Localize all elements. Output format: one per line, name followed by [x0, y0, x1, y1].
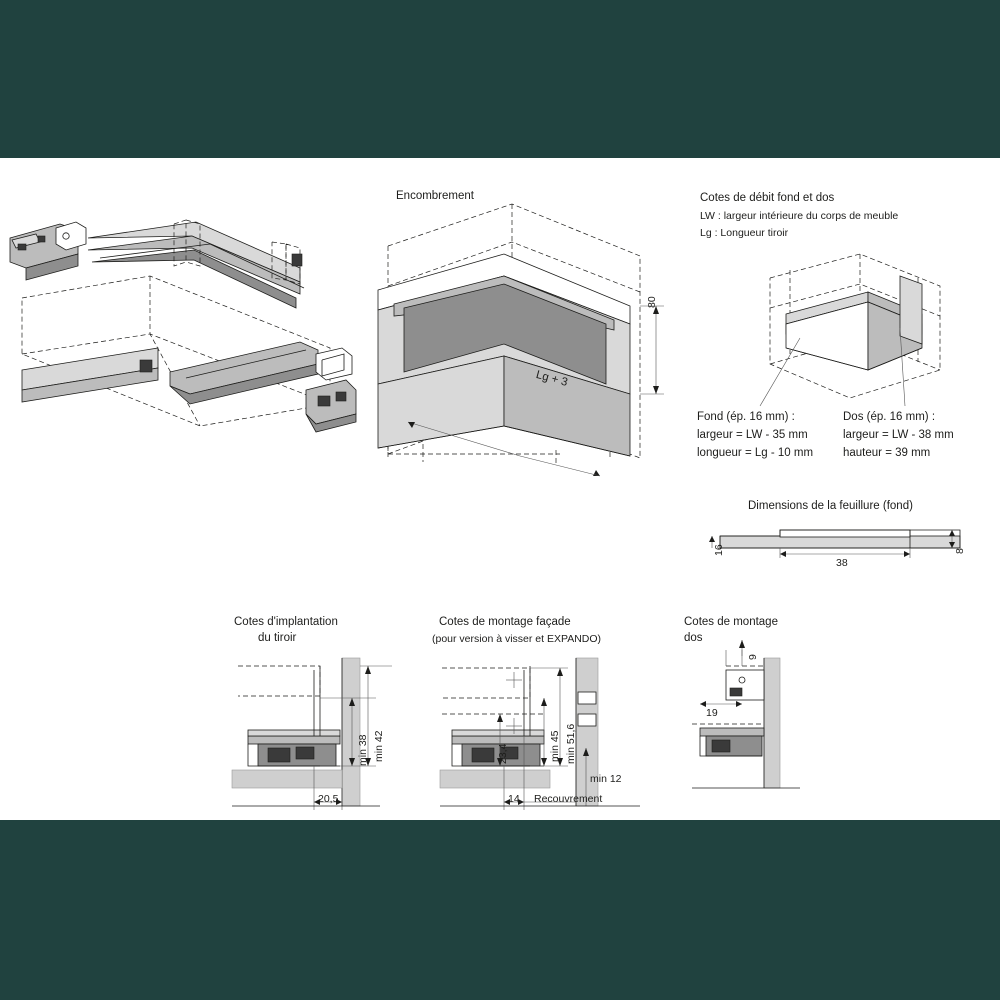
facade-dim-min12: min 12 [590, 773, 622, 785]
implantation-title-1: Cotes d'implantation [234, 616, 338, 628]
dos-line1: largeur = LW - 38 mm [843, 429, 954, 441]
debit-title: Cotes de débit fond et dos [700, 192, 835, 204]
encombrement-length-dim: Lg + 3 [534, 368, 569, 389]
debit-legend-lw: LW : largeur intérieure du corps de meuble [700, 210, 899, 222]
facade-drawing [440, 658, 640, 810]
exploded-view-drawing [0, 158, 1000, 820]
bottom-band [0, 820, 1000, 1000]
facade-dim-recouvrement: Recouvrement [534, 793, 603, 805]
feuillure-dim-16: 16 [713, 544, 725, 556]
facade-title-1: Cotes de montage façade [439, 616, 571, 628]
feuillure-dim-8: 8 [954, 548, 966, 554]
technical-drawing-canvas: Encombrement Cotes de débit fond et dos LW : largeur intérieure du corps de meuble Lg : Longueur tiroir Dimensions de la feuillure (fond) Cotes d'implantation du tiroir Cotes de montage façade (pour version à visser et EXPANDO) Cotes de montage dos 80 Lg + 3 Fond (ép. 16 mm) : largeur = LW - 35 mm longueur = Lg - 10 mm Dos (ép. 16 mm) : largeur = LW - 38 mm hauteur = 39 mm 16 38 8 min 42 min 38 20,5 min 51,6 min 45 23,4 min 12 14 Recouvrement 9 19 [0, 158, 1000, 820]
exploded-runner-assembly [10, 220, 356, 432]
feuillure-drawing [709, 530, 960, 558]
encombrement-drawing [378, 204, 664, 476]
implantation-dim-205: 20,5 [318, 793, 339, 805]
dos-montage-title-1: Cotes de montage [684, 616, 778, 628]
fond-line1: largeur = LW - 35 mm [697, 429, 808, 441]
feuillure-title: Dimensions de la feuillure (fond) [748, 500, 913, 512]
dos-line2: hauteur = 39 mm [843, 447, 931, 459]
dos-montage-title-2: dos [684, 632, 703, 644]
debit-drawing [760, 254, 940, 406]
facade-dim-14: 14 [508, 793, 520, 805]
feuillure-dim-38: 38 [836, 557, 848, 569]
top-band [0, 0, 1000, 158]
facade-dim-234: 23,4 [497, 743, 509, 764]
facade-dim-min45: min 45 [549, 730, 561, 762]
dos-dim-19: 19 [706, 707, 718, 719]
implantation-dim-min42: min 42 [373, 730, 385, 762]
fond-line2: longueur = Lg - 10 mm [697, 447, 814, 459]
dos-dim-9: 9 [747, 654, 759, 660]
debit-legend-lg: Lg : Longueur tiroir [700, 227, 789, 239]
fond-title: Fond (ép. 16 mm) : [697, 411, 795, 423]
encombrement-title: Encombrement [396, 190, 474, 202]
implantation-dim-min38: min 38 [357, 734, 369, 766]
implantation-title-2: du tiroir [258, 632, 297, 644]
facade-dim-min516: min 51,6 [565, 723, 577, 764]
facade-title-2: (pour version à visser et EXPANDO) [432, 633, 602, 645]
dos-title: Dos (ép. 16 mm) : [843, 411, 936, 423]
